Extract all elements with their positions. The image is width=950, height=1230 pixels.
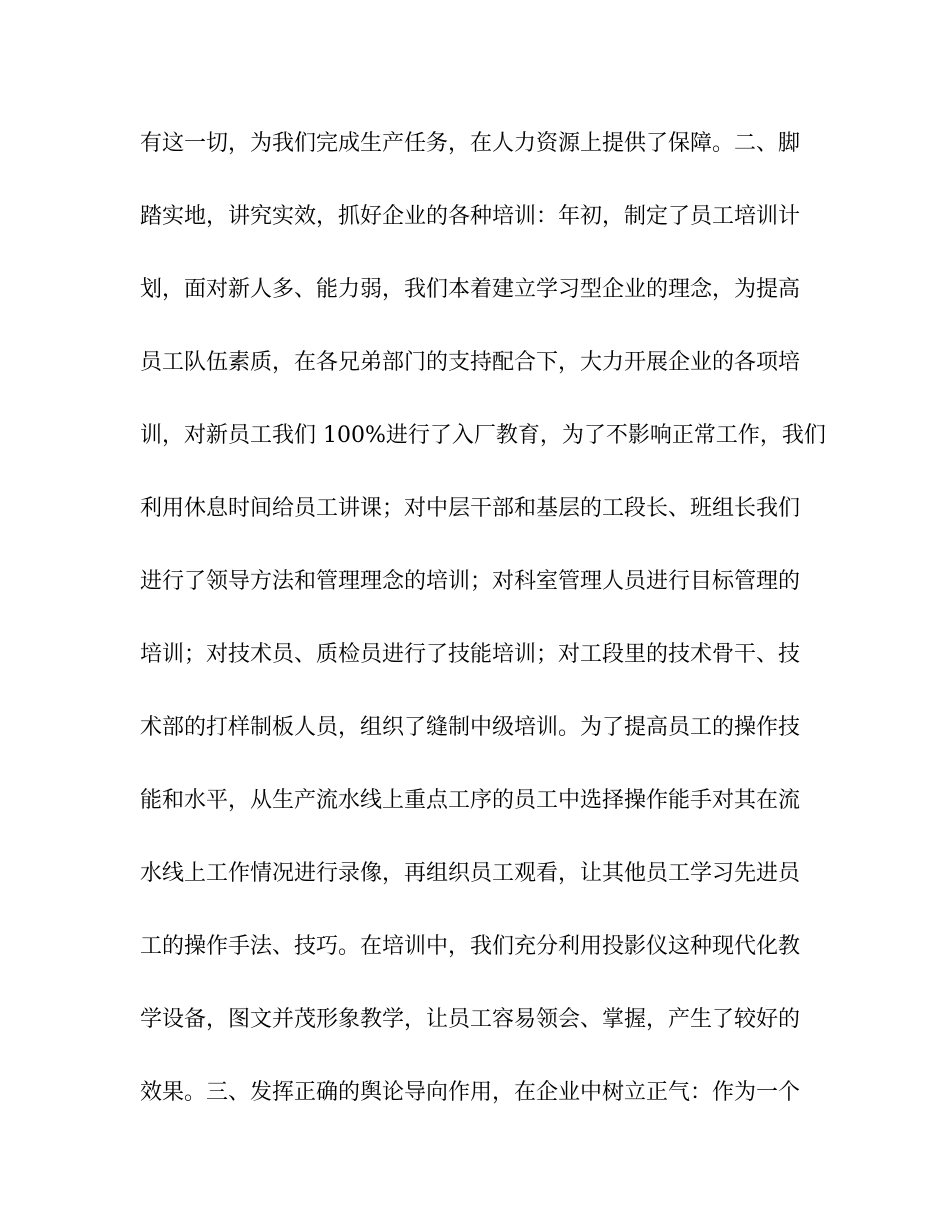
text-line-9: 术部的打样制板人员，组织了缝制中级培训。为了提高员工的操作技 <box>140 715 801 740</box>
text-line-14: 效果。三、发挥正确的舆论导向作用，在企业中树立正气：作为一个 <box>140 1080 801 1105</box>
text-line-1: 有这一切，为我们完成生产任务，在人力资源上提供了保障。二、脚 <box>140 131 801 156</box>
body-text <box>140 122 826 1144</box>
text-line-8: 培训；对技术员、质检员进行了技能培训；对工段里的技术骨干、技 <box>140 642 801 667</box>
text-line-12: 工的操作手法、技巧。在培训中，我们充分利用投影仪这种现代化教 <box>140 934 801 959</box>
text-line-11: 水线上工作情况进行录像，再组织员工观看，让其他员工学习先进员 <box>140 861 801 886</box>
text-line-4: 员工队伍素质，在各兄弟部门的支持配合下，大力开展企业的各项培 <box>140 350 801 375</box>
text-line-10: 能和水平，从生产流水线上重点工序的员工中选择操作能手对其在流 <box>140 788 801 813</box>
text-line-6: 利用休息时间给员工讲课；对中层干部和基层的工段长、班组长我们 <box>140 496 801 521</box>
text-line-13: 学设备，图文并茂形象教学，让员工容易领会、掌握，产生了较好的 <box>140 1007 801 1032</box>
text-line-5: 训，对新员工我们 100%进行了入厂教育，为了不影响正常工作，我们 <box>140 423 826 448</box>
text-line-3: 划，面对新人多、能力弱，我们本着建立学习型企业的理念，为提高 <box>140 277 801 302</box>
text-line-2: 踏实地，讲究实效，抓好企业的各种培训：年初，制定了员工培训计 <box>140 204 801 229</box>
text-line-7: 进行了领导方法和管理理念的培训；对科室管理人员进行目标管理的 <box>140 569 801 594</box>
